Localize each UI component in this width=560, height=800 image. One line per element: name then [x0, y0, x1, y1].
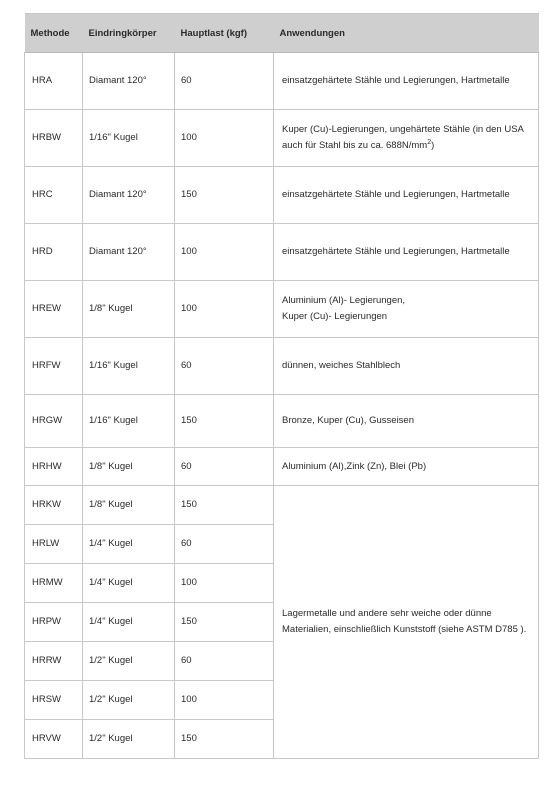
table-row — [25, 53, 539, 110]
application-cell: einsatzgehärtete Stähle und Legierungen, Hartmetalle — [274, 224, 539, 281]
method-cell: HRPW — [25, 603, 83, 642]
load-cell: 100 — [175, 224, 274, 281]
indenter-cell: Diamant 120° — [83, 224, 175, 281]
indenter-cell: 1/4" Kugel — [83, 603, 175, 642]
indenter-cell: 1/8" Kugel — [83, 448, 175, 486]
method-cell: HRFW — [25, 338, 83, 395]
indenter-cell: 1/16" Kugel — [83, 395, 175, 448]
application-text-end: ) — [431, 140, 435, 151]
load-cell: 150 — [175, 720, 274, 759]
indenter-cell: 1/4" Kugel — [83, 564, 175, 603]
method-cell: HRKW — [25, 486, 83, 525]
table-row — [25, 224, 539, 281]
method-cell: HRBW — [25, 110, 83, 167]
indenter-cell: 1/2" Kugel — [83, 642, 175, 681]
load-cell: 150 — [175, 395, 274, 448]
header-row — [25, 14, 539, 53]
indenter-cell: 1/2" Kugel — [83, 681, 175, 720]
table-row — [25, 486, 539, 525]
table-row — [25, 110, 539, 167]
load-cell: 150 — [175, 603, 274, 642]
indenter-cell: 1/8" Kugel — [83, 486, 175, 525]
table-row — [25, 167, 539, 224]
rockwell-hardness-table — [24, 13, 539, 759]
header-eindringkoerper: Eindringkörper — [83, 14, 175, 53]
application-cell: einsatzgehärtete Stähle und Legierungen, Hartmetalle — [274, 53, 539, 110]
method-cell: HRHW — [25, 448, 83, 486]
application-cell: einsatzgehärtete Stähle und Legierungen, Hartmetalle — [274, 167, 539, 224]
header-methode: Methode — [25, 14, 83, 53]
application-cell — [274, 281, 539, 338]
method-cell: HRRW — [25, 642, 83, 681]
indenter-cell: Diamant 120° — [83, 167, 175, 224]
indenter-cell: 1/16" Kugel — [83, 338, 175, 395]
application-line-2: Kuper (Cu)- Legierungen — [282, 311, 388, 322]
load-cell: 100 — [175, 681, 274, 720]
indenter-cell: 1/2" Kugel — [83, 720, 175, 759]
load-cell: 60 — [175, 642, 274, 681]
table-row — [25, 448, 539, 486]
method-cell: HREW — [25, 281, 83, 338]
load-cell: 60 — [175, 448, 274, 486]
application-cell — [274, 110, 539, 167]
header-hauptlast: Hauptlast (kgf) — [175, 14, 274, 53]
load-cell: 60 — [175, 525, 274, 564]
load-cell: 150 — [175, 167, 274, 224]
table-row — [25, 338, 539, 395]
table-row — [25, 395, 539, 448]
method-cell: HRD — [25, 224, 83, 281]
method-cell: HRGW — [25, 395, 83, 448]
table-row — [25, 281, 539, 338]
application-cell: dünnen, weiches Stahlblech — [274, 338, 539, 395]
load-cell: 150 — [175, 486, 274, 525]
indenter-cell: 1/16" Kugel — [83, 110, 175, 167]
table-body — [25, 53, 539, 759]
load-cell: 100 — [175, 110, 274, 167]
method-cell: HRC — [25, 167, 83, 224]
application-text: Kuper (Cu)-Legierungen, ungehärtete Stähle (in den USA auch für Stahl bis zu ca. 688N/mm — [282, 124, 524, 151]
load-cell: 100 — [175, 281, 274, 338]
indenter-cell: 1/4" Kugel — [83, 525, 175, 564]
superscript-2: 2 — [427, 138, 432, 146]
table-header — [25, 14, 539, 53]
load-cell: 100 — [175, 564, 274, 603]
load-cell: 60 — [175, 53, 274, 110]
indenter-cell: Diamant 120° — [83, 53, 175, 110]
method-cell: HRLW — [25, 525, 83, 564]
application-cell: Aluminium (Al),Zink (Zn), Blei (Pb) — [274, 448, 539, 486]
load-cell: 60 — [175, 338, 274, 395]
merged-application-cell: Lagermetalle und andere sehr weiche oder dünne Materialien, einschließlich Kunststoff (siehe ASTM D785 ). — [274, 486, 539, 759]
method-cell: HRMW — [25, 564, 83, 603]
header-anwendungen: Anwendungen — [274, 14, 539, 53]
method-cell: HRVW — [25, 720, 83, 759]
application-cell: Bronze, Kuper (Cu), Gusseisen — [274, 395, 539, 448]
method-cell: HRSW — [25, 681, 83, 720]
application-line-1: Aluminium (Al)- Legierungen, — [282, 295, 406, 306]
indenter-cell: 1/8" Kugel — [83, 281, 175, 338]
method-cell: HRA — [25, 53, 83, 110]
